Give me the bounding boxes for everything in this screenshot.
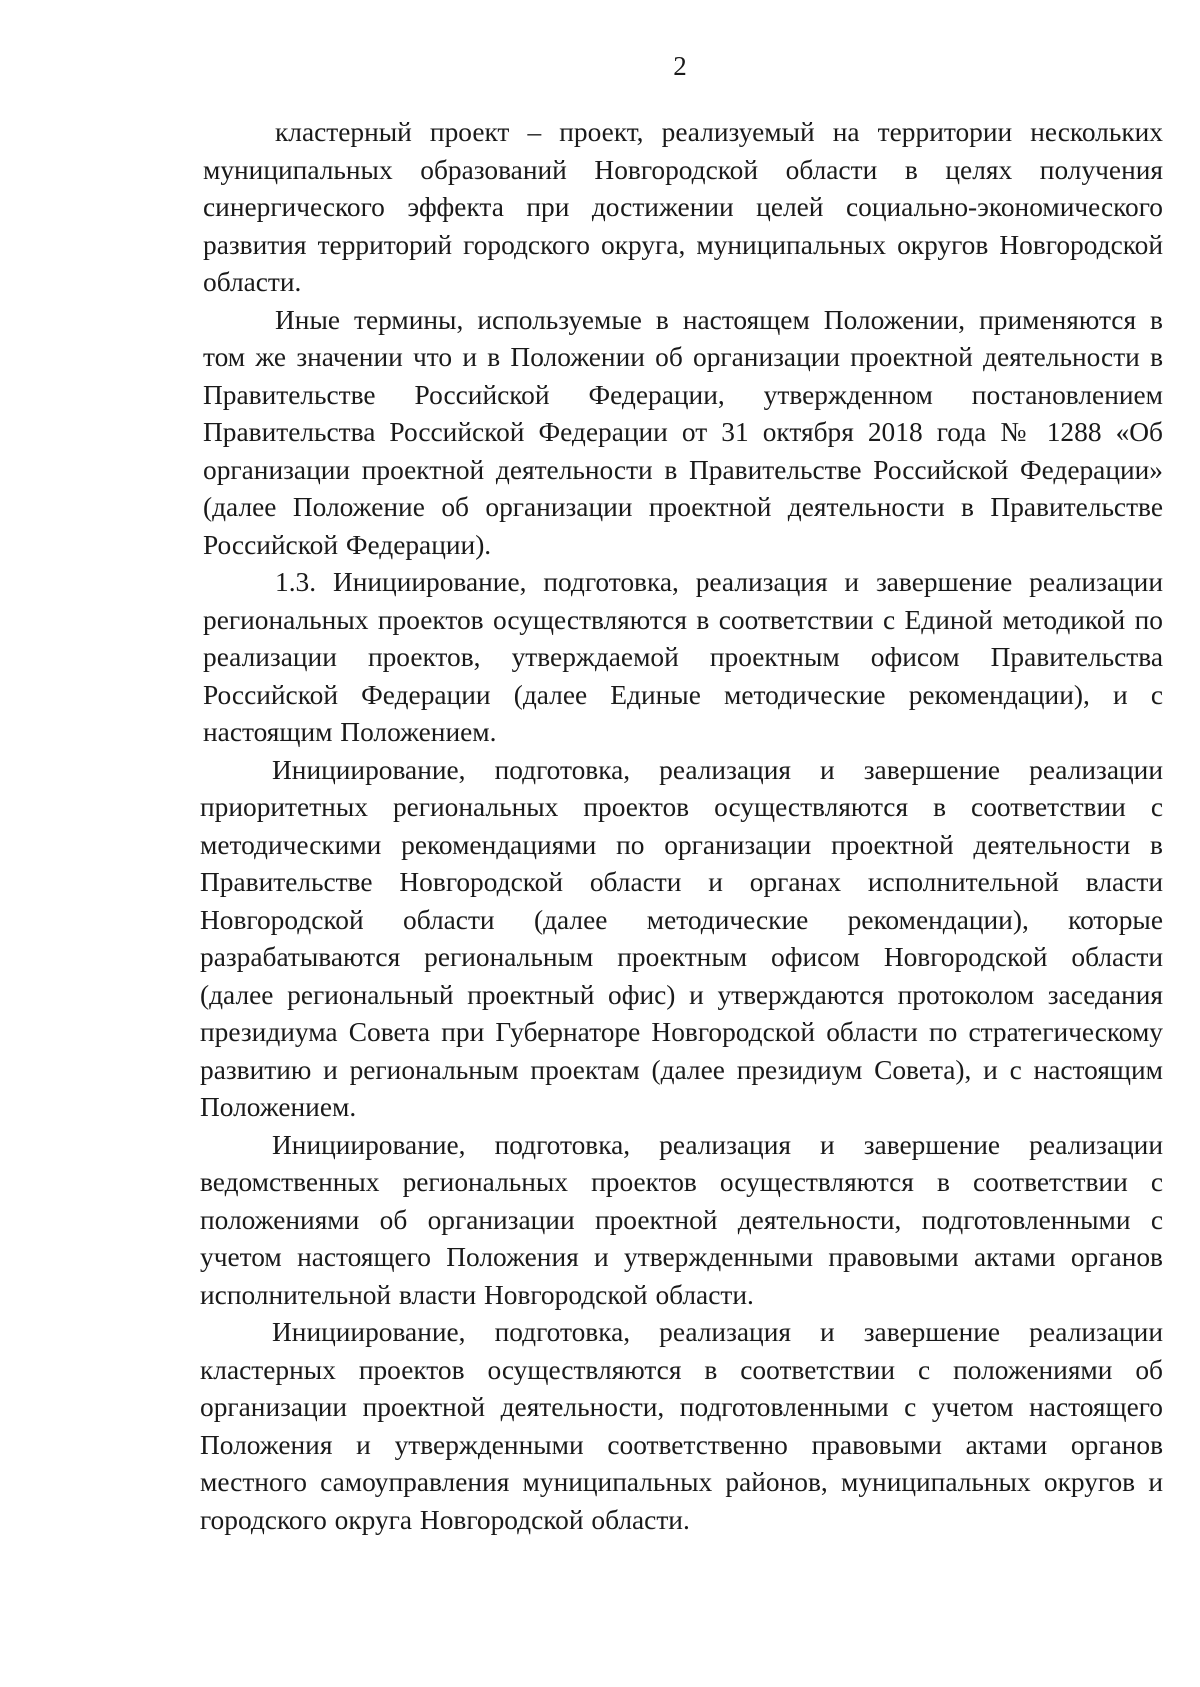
paragraph-other-terms: Иные термины, используемые в настоящем Положении, применяются в том же значении что и в Положении об организации проектной деятельности в Правительстве Российской Федерации, утвержденном постановлением Правительства Российской Федерации от 31 октября 2018 года № 1288 «Об организации проектной деятельности в Правительстве Российской Федерации» (далее Положение об организации проектной деятельности в Правительстве Российской Федерации).	[203, 304, 1163, 560]
document-body	[200, 114, 1163, 1539]
paragraph-1-3-regional-projects: 1.3. Инициирование, подготовка, реализация и завершение реализации региональных проектов осуществляются в соответствии с Единой методикой по реализации проектов, утверждаемой проектным офисом Правительства Российской Федерации (далее Единые методические рекомендации), и с настоящим Положением.	[203, 567, 1163, 747]
paragraph-cluster-project-definition: кластерный проект – проект, реализуемый на территории нескольких муниципальных образований Новгородской области в целях получения синергического эффекта при достижении целей социально-экономического развития территорий городского округа, муниципальных округов Новгородской области.	[203, 117, 1163, 297]
paragraph-departmental-regional-projects: Инициирование, подготовка, реализация и завершение реализации ведомственных региональных проектов осуществляются в соответствии с положениями об организации проектной деятельности, подготовленными с учетом настоящего Положения и утвержденными правовыми актами органов исполнительной власти Новгородской области.	[200, 1129, 1163, 1310]
paragraph-priority-regional-projects: Инициирование, подготовка, реализация и завершение реализации приоритетных региональных проектов осуществляются в соответствии с методическими рекомендациями по организации проектной деятельности в Правительстве Новгородской области и органах исполнительной власти Новгородской области (далее методические рекомендации), которые разрабатываются региональным проектным офисом Новгородской области (далее региональный проектный офис) и утверждаются протоколом заседания президиума Совета при Губернаторе Новгородской области по стратегическому развитию и региональным проектам (далее президиум Совета), и с настоящим Положением.	[200, 754, 1163, 1122]
page-number: 2	[673, 51, 687, 81]
paragraph-cluster-projects: Инициирование, подготовка, реализация и завершение реализации кластерных проектов осуществляются в соответствии с положениями об организации проектной деятельности, подготовленными с учетом настоящего Положения и утвержденными соответственно правовыми актами органов местного самоуправления муниципальных районов, муниципальных округов и городского округа Новгородской области.	[200, 1317, 1163, 1535]
